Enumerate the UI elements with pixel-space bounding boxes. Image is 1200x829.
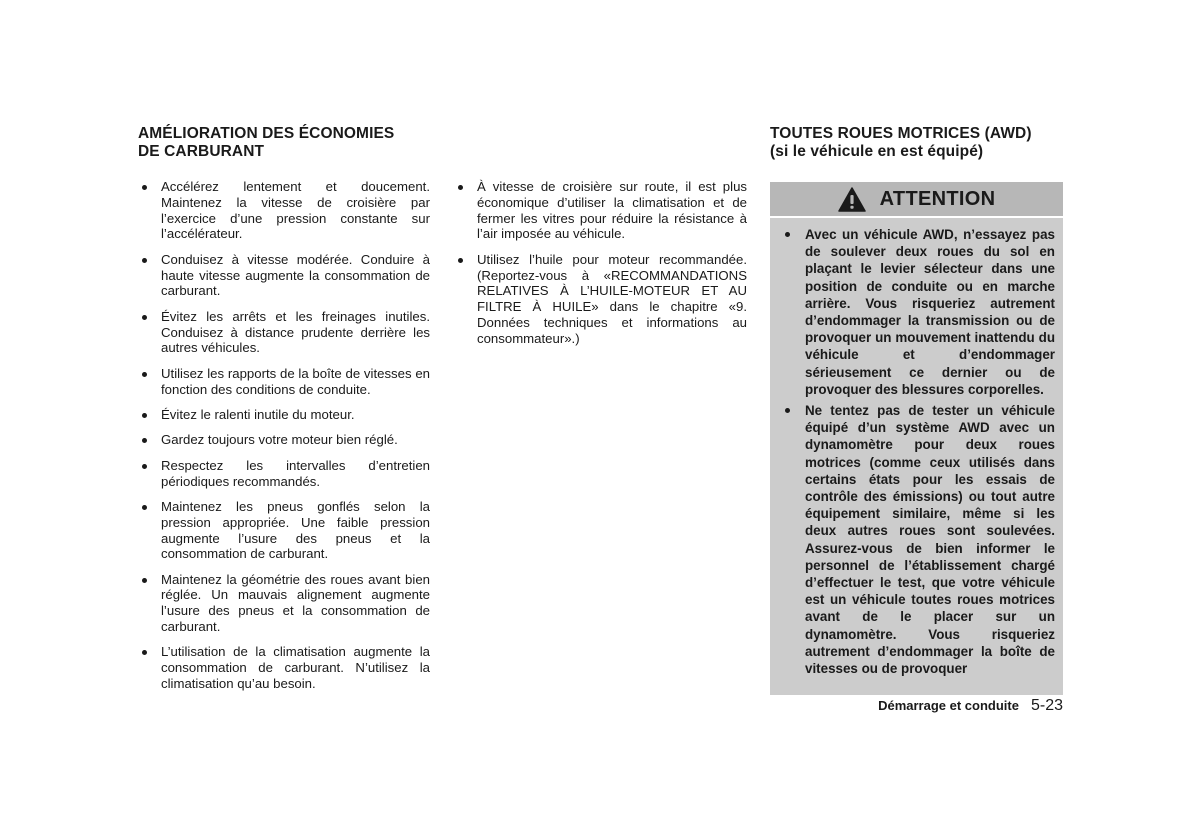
fuel-economy-list: [138, 179, 430, 701]
list-item: Conduisez à vitesse modérée. Conduire à haute vitesse augmente la consommation de carburant.: [138, 252, 430, 299]
page-number: 5-23: [1030, 697, 1063, 714]
list-item: À vitesse de croisière sur route, il est plus économique d’utiliser la climatisation et de fermer les vitres pour réduire la résistance à l’air imposée au véhicule.: [454, 179, 747, 242]
warning-item: Avec un véhicule AWD, n’essayez pas de soulever deux roues du sol en plaçant le levier sélecteur dans une position de conduite ou en marche arrière. Vous risqueriez autrement d’endommager la transmission ou de provoquer un mouvement inattendu du véhicule et d’endommager sérieusement ce dernier ou de provoquer des blessures corporelles.: [782, 226, 1055, 398]
warning-box: [770, 182, 1063, 695]
section-heading-fuel-economy: [138, 125, 438, 161]
warning-title: ATTENTION: [879, 187, 996, 210]
fuel-economy-list-continued: [454, 179, 747, 356]
warning-header: [770, 182, 1063, 218]
warning-triangle-icon: [838, 187, 866, 212]
list-item: Maintenez la géométrie des roues avant bien réglée. Un mauvais alignement augmente l’usure des pneus et la consommation de carburant.: [138, 572, 430, 635]
list-item: Gardez toujours votre moteur bien réglé.: [138, 432, 430, 448]
list-item: L’utilisation de la climatisation augmente la consommation de carburant. N’utilisez la climatisation qu’au besoin.: [138, 644, 430, 691]
heading-line: AMÉLIORATION DES ÉCONOMIES: [138, 125, 395, 142]
warning-item: Ne tentez pas de tester un véhicule équipé d’un système AWD avec un dynamomètre pour deux roues motrices (comme ceux utilisés dans certains états pour les essais de contrôle des émissions) ou tout autre équipement similaire, même si les deux autres roues sont soulevées. Assurez-vous de bien informer le personnel de l’établissement chargé d’effectuer le test, que votre véhicule est un véhicule toutes roues motrices avant de le placer sur un dynamomètre. Vous risqueriez autrement d’endommager la boîte de vitesses ou de provoquer: [782, 402, 1055, 677]
list-item: Respectez les intervalles d’entretien périodiques recommandés.: [138, 458, 430, 490]
warning-list: [770, 218, 1063, 677]
section-heading-awd: [770, 125, 1080, 161]
page-footer: [878, 697, 1063, 715]
heading-line: TOUTES ROUES MOTRICES (AWD): [770, 125, 1032, 142]
list-item: Maintenez les pneus gonflés selon la pression appropriée. Une faible pression augmente l’usure des pneus et la consommation de carburant.: [138, 499, 430, 562]
list-item: Évitez les arrêts et les freinages inutiles. Conduisez à distance prudente derrière les autres véhicules.: [138, 309, 430, 356]
heading-line: (si le véhicule en est équipé): [770, 143, 984, 160]
list-item: Accélérez lentement et doucement. Maintenez la vitesse de croisière par l’exercice d’une pression constante sur l’accélérateur.: [138, 179, 430, 242]
footer-section-title: Démarrage et conduite: [878, 698, 1019, 713]
list-item: Utilisez l’huile pour moteur recommandée. (Reportez-vous à «RECOMMANDATIONS RELATIVES À L’HUILE-MOTEUR ET AU FILTRE À HUILE» dans le chapitre «9. Données techniques et informations au consommateur».): [454, 252, 747, 347]
list-item: Utilisez les rapports de la boîte de vitesses en fonction des conditions de conduite.: [138, 366, 430, 398]
heading-line: DE CARBURANT: [138, 143, 265, 160]
list-item: Évitez le ralenti inutile du moteur.: [138, 407, 430, 423]
